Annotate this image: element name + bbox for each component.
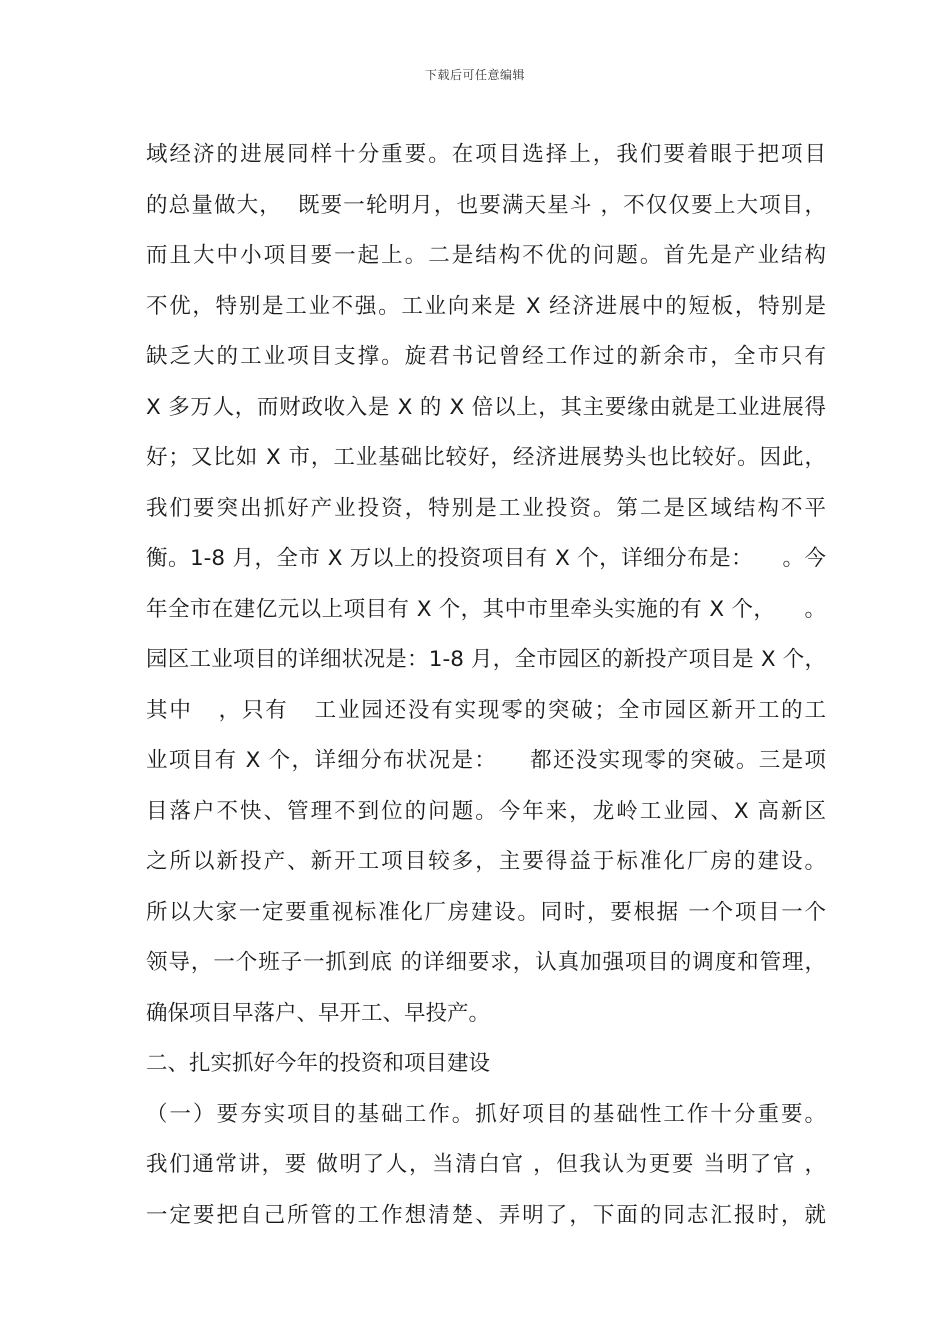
- text-line: 业项目有 X 个，详细分布状况是： 都还没实现零的突破。三是项: [146, 748, 826, 773]
- text-line: 年全市在建亿元以上项目有 X 个，其中市里牵头实施的有 X 个， 。: [146, 596, 826, 622]
- text-line: 所以大家一定要重视标准化厂房建设。同时，要根据 一个项目一个: [146, 899, 826, 925]
- text-line: 之所以新投产、新开工项目较多，主要得益于标准化厂房的建设。: [146, 849, 826, 874]
- document-body: [146, 130, 826, 1241]
- text-line: 其中 ，只有 工业园还没有实现零的突破；全市园区新开工的工: [146, 697, 826, 723]
- text-line: 领导，一个班子一抓到底 的详细要求，认真加强项目的调度和管理，: [146, 950, 826, 975]
- text-line: 缺乏大的工业项目支撑。旋君书记曾经工作过的新余市，全市只有: [146, 344, 826, 369]
- text-line: 一定要把自己所管的工作想清楚、弄明了，下面的同志汇报时，就: [146, 1202, 826, 1228]
- text-line: 而且大中小项目要一起上。二是结构不优的问题。首先是产业结构: [146, 243, 826, 268]
- text-line: 不优，特别是工业不强。工业向来是 X 经济进展中的短板，特别是: [146, 293, 826, 319]
- text-line: 的总量做大， 既要一轮明月，也要满天星斗 ，不仅仅要上大项目，: [146, 192, 826, 218]
- text-line: 域经济的进展同样十分重要。在项目选择上，我们要着眼于把项目: [146, 142, 826, 167]
- text-line: 好；又比如 X 市，工业基础比较好，经济进展势头也比较好。因此，: [146, 445, 826, 470]
- text-line: 我们要突出抓好产业投资，特别是工业投资。第二是区域结构不平: [146, 495, 826, 521]
- subsection-heading: （一）要夯实项目的基础工作。抓好项目的基础性工作十分重要。: [146, 1101, 826, 1127]
- text-line: 我们通常讲，要 做明了人，当清白官 ，但我认为更要 当明了官 ，: [146, 1152, 826, 1177]
- text-line: X 多万人，而财政收入是 X 的 X 倍以上，其主要缘由就是工业进展得: [146, 394, 826, 420]
- text-line: 确保项目早落户、早开工、早投产。: [146, 1000, 491, 1026]
- section-heading: 二、扎实抓好今年的投资和项目建设: [146, 1051, 491, 1076]
- text-line: 目落户不快、管理不到位的问题。今年来，龙岭工业园、X 高新区: [146, 798, 826, 824]
- text-line: 衡。1-8 月，全市 X 万以上的投资项目有 X 个，详细分布是： 。今: [146, 546, 826, 571]
- page-header: 下载后可任意编辑: [424, 68, 525, 82]
- text-line: 园区工业项目的详细状况是：1-8 月，全市园区的新投产项目是 X 个，: [146, 647, 826, 672]
